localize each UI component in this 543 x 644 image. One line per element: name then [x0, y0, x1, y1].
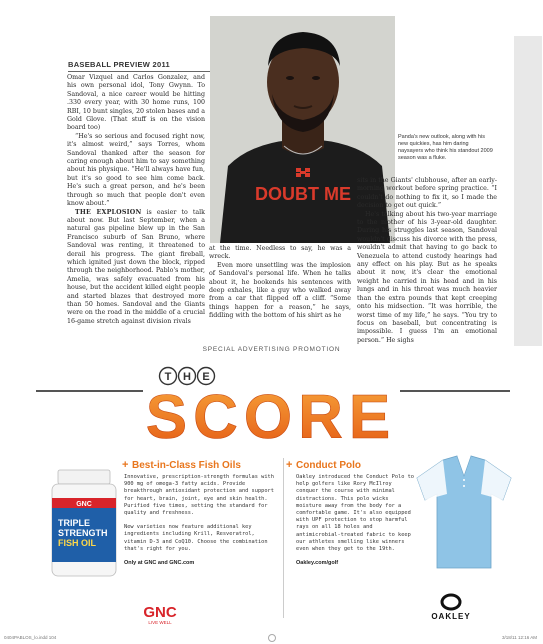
fish-oil-bottle-image [44, 468, 124, 578]
article-paragraph: sits in the Giants' clubhouse, after an early-morning workout before spring practice. “I couldn't do nothing to fix it, so I made the decision to get out quick.” [357, 177, 497, 210]
section-label: BASEBALL PREVIEW 2011 [68, 60, 213, 72]
fish-oil-paragraph: New varieties now feature additional key ingredients including Krill, Resveratrol, vitamin D-3 and CoQ10. Choose the combination that's right for you. [124, 524, 268, 552]
article-column-right [357, 177, 497, 345]
gnc-logo [130, 603, 190, 625]
article-paragraph: He's talking about his two-year marriage to the mother of his 3-year-old daughter. During his struggles last season, Sandoval wouldn't discuss his divorce with the press, wouldn't admit that having to go back to Venezuela to attend custody hearings had any effect on his play. But as he speaks about it now, it's clear the emotional weight he carried in his head and in his lungs and in his throat was much heavier than the extra pounds that kept creeping onto his midsection. “It was horrible, the worst time of my life,” he says. “You try to focus on baseball, but concentrating is impossible. I guess I'm an emotional person.” He sighs [357, 210, 497, 344]
photo-caption: Panda's new outlook, along with his new quickies, has him daring naysayers who think his standout 2009 season was a fluke. [398, 134, 493, 161]
shirt-text: DOUBT ME [255, 184, 351, 204]
bottle-line: STRENGTH [58, 528, 108, 538]
article-paragraph: Even more unsettling was the implosion of Sandoval's personal life. When he talks about it, he bookends his sentences with deep exhales, like a guy who walked away from a car that flipped off a cliff. “Some things happen for a reason,” he says, fiddling with the bottom of his shirt as he [209, 261, 351, 320]
bottle-line: FISH OIL [58, 538, 96, 548]
polo-paragraph: Oakley introduced the Conduct Polo to help golfers like Rory McIlroy conquer the course with minimal distractions. This polo wicks moisture away from the body for a comfortable game. It's also equipped with UPF protection to stop harmful rays on all 18 holes and antimicrobial-treated fabric to keep our athletes smelling like winners even when they get to the 19th. [296, 474, 414, 553]
the-letter-t: T [164, 371, 172, 383]
score-title: SCORE [145, 383, 397, 448]
gnc-wordmark: GNC [143, 604, 177, 621]
ad-label: SPECIAL ADVERTISING PROMOTION [202, 346, 341, 353]
the-badge [160, 368, 215, 385]
fish-oil-paragraph: Innovative, prescription-strength formulas with 900 mg of omega-3 fatty acids. Provide breakthrough antioxidant protection and support for heart, brain, joint, eye and skin health. Purified five times, setting the standard for quality and freshness. [124, 474, 274, 517]
polo-shirt-image [413, 454, 515, 572]
oakley-link[interactable]: Oakley.com/golf [296, 560, 339, 567]
article-column-middle [209, 245, 351, 321]
plus-icon: + [286, 459, 293, 471]
page-edge-shade [514, 36, 542, 346]
section-lead-in: THE EXPLOSION [75, 208, 142, 216]
oakley-logo [420, 592, 482, 622]
bottle-brand: GNC [76, 501, 92, 508]
file-slug: 0404PABLOS_lo.indd 104 [4, 635, 57, 640]
fish-oil-body [124, 474, 279, 567]
article-column-left [67, 74, 205, 326]
oakley-wordmark: OAKLEY [431, 612, 471, 621]
article-text: is easier to talk about now. But last September, when a natural gas pipeline blew up in the San Francisco suburb of San Bruno, where Sandoval was renting, it threatened to derail his progress. The giant fireball, which ignited just down the block, ripped through the neighborhood. Pablo's mother, Amelia, was safely evacuated from his house, but the accident killed eight people and started blazes that destroyed more than 50 homes. Sandoval and the Giants were on the road in the middle of a crucial 16-game stretch against division rivals [67, 208, 205, 325]
article-paragraph: at the time. Needless to say, he was a wreck. [209, 245, 351, 261]
gnc-link[interactable]: Only at GNC and GNC.com [124, 560, 195, 567]
article-paragraph: “He's so serious and focused right now, it's almost weird,” says Torres, whom Sandoval thanked after the season for caring enough about him to say something about his physique. “He'll always have fun, but it's so good to see him come back. He's such a great person, and he's been through so much that people don't even know about.” [67, 132, 205, 208]
registration-mark [268, 634, 276, 642]
the-letter-h: H [183, 371, 191, 383]
panel-divider [283, 458, 284, 618]
fish-oil-title: Best-in-Class Fish Oils [132, 460, 241, 471]
bottle-line: TRIPLE [58, 518, 91, 528]
polo-body [296, 474, 414, 567]
the-score-logo [0, 356, 543, 448]
article-paragraph: Omar Vizquel and Carlos Gonzalez, and his own personal idol, Tony Gwynn. To Sandoval, a nice career would be hitting .330 every year, with 30 home runs, 100 RBI, 10 bunt singles, 20 stolen bases and a Gold Glove. (That stuff is on the vision board too) [67, 74, 205, 132]
date-slug: 3/18/11 12:16 AM [502, 635, 537, 640]
the-letter-e: E [202, 371, 210, 383]
plus-icon: + [122, 459, 129, 471]
gnc-tagline: LIVE WELL [148, 620, 172, 625]
article-paragraph [67, 209, 205, 327]
polo-title: Conduct Polo [296, 460, 361, 471]
